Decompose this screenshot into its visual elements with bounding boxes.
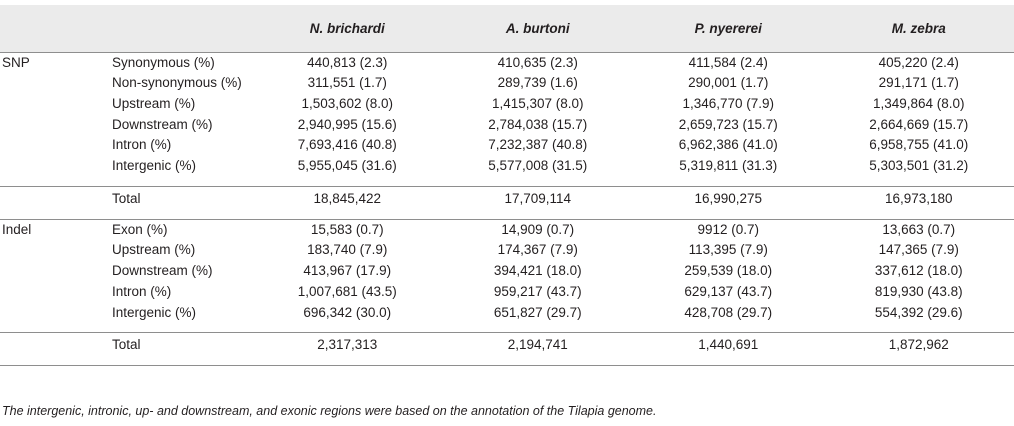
table-cell: 1,007,681 (43.5): [297, 283, 397, 299]
table-cell: 5,955,045 (31.6): [297, 158, 397, 174]
row-category: Intergenic (%): [112, 158, 197, 174]
table-cell: 337,612 (18.0): [874, 263, 963, 279]
table-cell: 259,539 (18.0): [684, 263, 773, 279]
table-cell: 959,217 (43.7): [493, 283, 582, 299]
table-cell: 2,194,741: [507, 337, 568, 353]
table-row: [0, 240, 1014, 261]
table-cell: 6,958,755 (41.0): [869, 137, 969, 153]
table-cell: 1,346,770 (7.9): [682, 95, 775, 111]
table-cell: 405,220 (2.4): [878, 54, 959, 70]
group-label-indel: Indel: [2, 221, 32, 237]
table-cell: 2,784,038 (15.7): [488, 116, 588, 132]
table-cell: 5,319,811 (31.3): [679, 158, 778, 174]
table-cell: 13,663 (0.7): [882, 221, 956, 237]
table-cell: 819,930 (43.8): [874, 283, 963, 299]
variant-table: [0, 5, 1014, 366]
row-category: Upstream (%): [112, 242, 196, 258]
table-cell: 16,990,275: [694, 190, 763, 206]
table-cell: 411,584 (2.4): [688, 54, 768, 70]
table-cell: 183,740 (7.9): [307, 242, 388, 258]
table-row: [0, 135, 1014, 156]
row-category: Intergenic (%): [112, 304, 197, 320]
table-row: [0, 94, 1014, 115]
row-category: Exon (%): [112, 221, 168, 237]
table-cell: 14,909 (0.7): [501, 221, 575, 237]
table-row: [0, 303, 1014, 324]
table-cell: 2,317,313: [317, 337, 378, 353]
table-cell: 7,232,387 (40.8): [488, 137, 588, 153]
row-category: Downstream (%): [112, 263, 213, 279]
column-header: N. brichardi: [309, 20, 385, 36]
table-cell: 17,709,114: [504, 190, 572, 206]
row-category: Non-synonymous (%): [112, 75, 242, 91]
table-cell: 410,635 (2.3): [497, 54, 578, 70]
table-cell: 1,415,307 (8.0): [491, 95, 584, 111]
row-category: Intron (%): [112, 283, 172, 299]
row-category: Intron (%): [112, 137, 172, 153]
table-cell: 289,739 (1.6): [497, 75, 578, 91]
table-cell: 413,967 (17.9): [303, 263, 392, 279]
header-row: [0, 5, 1014, 52]
table-cell: 290,001 (1.7): [688, 75, 769, 91]
divider: [0, 366, 1014, 367]
row-category: Synonymous (%): [112, 54, 215, 70]
table-cell: 440,813 (2.3): [307, 54, 388, 70]
table-cell: 394,421 (18.0): [493, 263, 582, 279]
table-cell: 1,440,691: [698, 337, 759, 353]
table-row: [0, 220, 1014, 241]
table-footnote: The intergenic, intronic, up- and downstream, and exonic regions were based on the annotation of the Tilapia genome.: [2, 404, 657, 418]
table-row: [0, 73, 1014, 94]
table-cell: 1,872,962: [888, 337, 949, 353]
table-row: [0, 282, 1014, 303]
table-cell: 554,392 (29.6): [874, 304, 963, 320]
total-row: [0, 187, 1014, 210]
header-blank-category: [112, 5, 252, 52]
row-category: Downstream (%): [112, 116, 213, 132]
table-cell: 2,664,669 (15.7): [869, 116, 969, 132]
table-row: [0, 261, 1014, 282]
total-row: [0, 333, 1014, 356]
table-cell: 651,827 (29.7): [493, 304, 582, 320]
table-cell: 174,367 (7.9): [497, 242, 578, 258]
table-cell: 113,395 (7.9): [688, 242, 768, 258]
group-label-snp: SNP: [2, 54, 30, 70]
table-row: [0, 115, 1014, 136]
table-row: [0, 53, 1014, 74]
column-header: M. zebra: [891, 20, 946, 36]
table-cell: 311,551 (1.7): [307, 75, 387, 91]
column-header: A. burtoni: [505, 20, 570, 36]
table-row: [0, 156, 1014, 177]
table-cell: 696,342 (30.0): [303, 304, 392, 320]
table-cell: 18,845,422: [313, 190, 382, 206]
table-cell: 291,171 (1.7): [878, 75, 959, 91]
table-cell: 629,137 (43.7): [684, 283, 773, 299]
table-cell: 428,708 (29.7): [684, 304, 773, 320]
table-cell: 2,940,995 (15.6): [297, 116, 397, 132]
column-header: P. nyererei: [694, 20, 762, 36]
table-cell: 1,349,864 (8.0): [872, 95, 965, 111]
table-cell: 1,503,602 (8.0): [301, 95, 394, 111]
table-cell: 147,365 (7.9): [878, 242, 959, 258]
row-category: Upstream (%): [112, 95, 196, 111]
table-cell: 6,962,386 (41.0): [678, 137, 778, 153]
row-category: Total: [112, 190, 141, 206]
table-cell: 15,583 (0.7): [310, 221, 384, 237]
header-blank-group: [0, 5, 112, 52]
table-cell: 2,659,723 (15.7): [678, 116, 778, 132]
table-cell: 16,973,180: [884, 190, 953, 206]
table-cell: 7,693,416 (40.8): [297, 137, 397, 153]
table-cell: 5,303,501 (31.2): [869, 158, 969, 174]
table-cell: 5,577,008 (31.5): [488, 158, 588, 174]
row-category: Total: [112, 337, 141, 353]
table-cell: 9912 (0.7): [697, 221, 760, 237]
